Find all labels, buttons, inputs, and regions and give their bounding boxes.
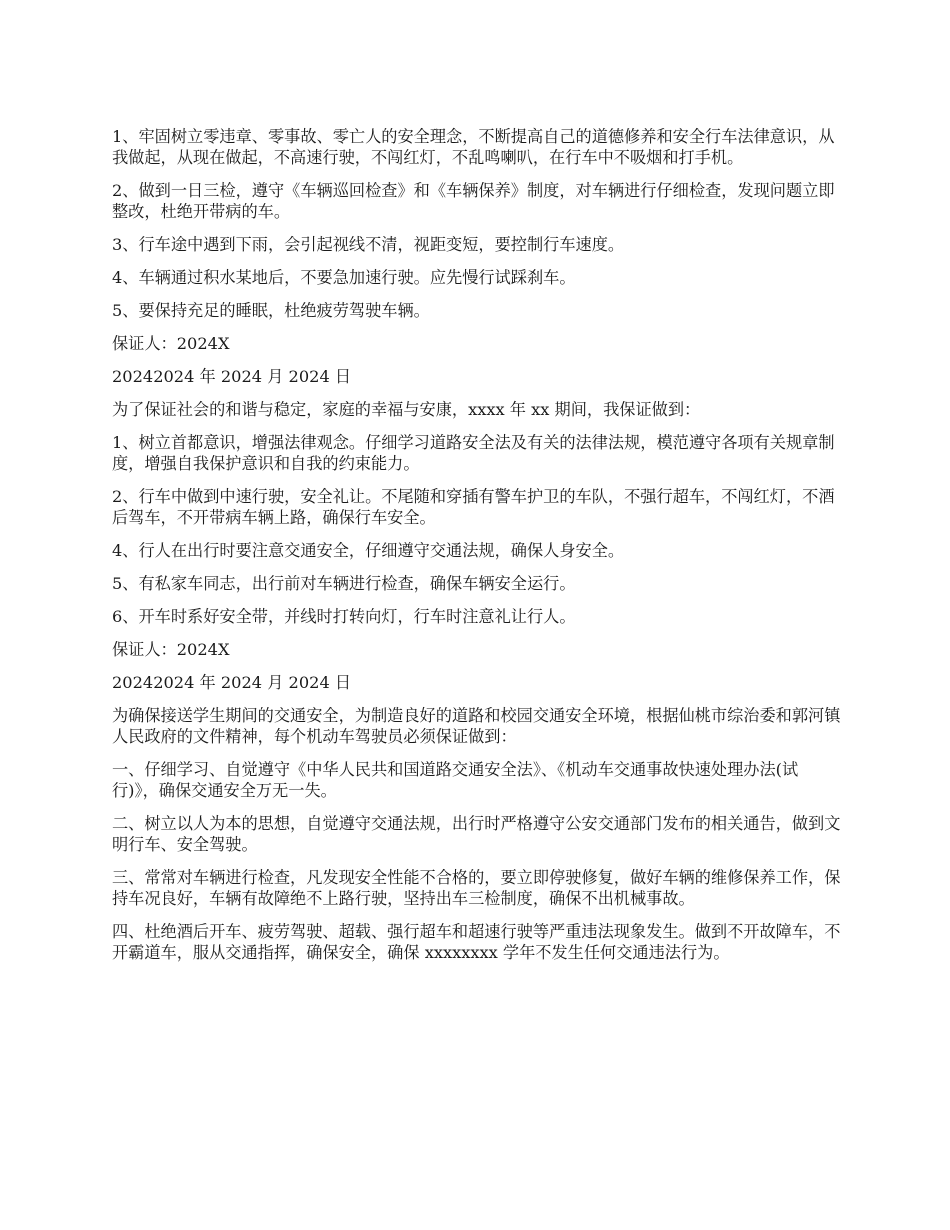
paragraph-item-4: 4、行人在出行时要注意交通安全，仔细遵守交通法规，确保人身安全。	[112, 541, 625, 560]
guarantor-line: 保证人：2024X	[112, 640, 230, 659]
guarantor-line: 保证人：2024X	[112, 334, 230, 353]
intro-paragraph: 为确保接送学生期间的交通安全，为制造良好的道路和校园交通安全环境，根据仙桃市综治委和郭河镇人民政府的文件精神，每个机动车驾驶员必须保证做到：	[112, 706, 841, 746]
date-line: 20242024 年 2024 月 2024 日	[112, 367, 352, 386]
paragraph-item-one: 一、仔细学习、自觉遵守《中华人民共和国道路交通安全法》、《机动车交通事故快速处理办法(试行)》，确保交通安全万无一失。	[112, 760, 799, 800]
paragraph-item-4: 4、车辆通过积水某地后，不要急加速行驶。应先慢行试踩刹车。	[112, 268, 576, 287]
paragraph-item-2: 2、行车中做到中速行驶，安全礼让。不尾随和穿插有警车护卫的车队，不强行超车，不闯红灯，不酒后驾车，不开带病车辆上路，确保行车安全。	[112, 487, 835, 527]
paragraph-item-four: 四、杜绝酒后开车、疲劳驾驶、超载、强行超车和超速行驶等严重违法现象发生。做到不开故障车，不开霸道车，服从交通指挥，确保安全，确保 xxxxxxxx 学年不发生任何交通违法行为。	[112, 922, 841, 962]
paragraph-item-5: 5、要保持充足的睡眠，杜绝疲劳驾驶车辆。	[112, 301, 430, 320]
paragraph-item-three: 三、常常对车辆进行检查，凡发现安全性能不合格的，要立即停驶修复，做好车辆的维修保养工作，保持车况良好，车辆有故障绝不上路行驶，坚持出车三检制度，确保不出机械事故。	[112, 868, 841, 908]
paragraph-item-1: 1、树立首都意识，增强法律观念。仔细学习道路安全法及有关的法律法规，模范遵守各项有关规章制度，增强自我保护意识和自我的约束能力。	[112, 433, 835, 473]
paragraph-item-2: 2、做到一日三检，遵守《车辆巡回检查》和《车辆保养》制度，对车辆进行仔细检查，发现问题立即整改，杜绝开带病的车。	[112, 181, 835, 221]
paragraph-item-1: 1、牢固树立零违章、零事故、零亡人的安全理念，不断提高自己的道德修养和安全行车法律意识，从我做起，从现在做起，不高速行驶，不闯红灯，不乱鸣喇叭，在行车中不吸烟和打手机。	[112, 127, 835, 167]
paragraph-item-5: 5、有私家车同志，出行前对车辆进行检查，确保车辆安全运行。	[112, 574, 576, 593]
paragraph-item-3: 3、行车途中遇到下雨，会引起视线不清，视距变短，要控制行车速度。	[112, 235, 625, 254]
document-body	[112, 126, 842, 975]
paragraph-item-two: 二、树立以人为本的思想，自觉遵守交通法规，出行时严格遵守公安交通部门发布的相关通告，做到文明行车、安全驾驶。	[112, 814, 841, 854]
intro-paragraph: 为了保证社会的和谐与稳定，家庭的幸福与安康，xxxx 年 xx 期间，我保证做到：	[112, 400, 701, 419]
date-line: 20242024 年 2024 月 2024 日	[112, 673, 352, 692]
paragraph-item-6: 6、开车时系好安全带，并线时打转向灯，行车时注意礼让行人。	[112, 607, 576, 626]
